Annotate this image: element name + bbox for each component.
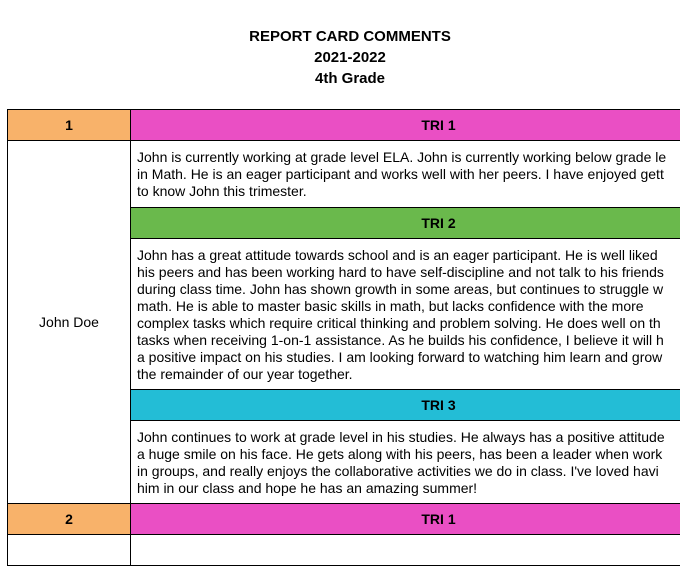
- student-name-cell: [8, 535, 131, 566]
- tri3-label: TRI 3: [131, 390, 680, 421]
- comment-line: John continues to work at grade level in his studies. He always has a positive attitude: [137, 429, 680, 446]
- student-2-comment-row: [8, 535, 680, 566]
- report-card-table: [7, 109, 680, 566]
- comment-line: tasks when receiving 1-on-1 assistance. As he builds his confidence, I believe it will h: [137, 332, 680, 349]
- tri1-comment[interactable]: [131, 141, 680, 208]
- comment-line: John is currently working at grade level ELA. John is currently working below grade le: [137, 149, 680, 166]
- comment-line: in groups, and really enjoys the collaborative activities we do in class. I've loved havi: [137, 463, 680, 480]
- comment-line: to know John this trimester.: [137, 183, 680, 200]
- student-number: 1: [8, 110, 131, 141]
- comment-line: a positive impact on his studies. I am looking forward to watching him learn and grow: [137, 349, 680, 366]
- tri1-label: TRI 1: [131, 504, 680, 535]
- tri3-comment[interactable]: [131, 421, 680, 504]
- comment-line: the remainder of our year together.: [137, 366, 680, 383]
- comment-line: him in our class and hope he has an amazing summer!: [137, 480, 680, 497]
- tri1-label: TRI 1: [131, 110, 680, 141]
- report-header: [0, 26, 680, 89]
- student-1-tri1-header-row: [8, 110, 680, 141]
- tri2-comment[interactable]: [131, 239, 680, 390]
- student-1-tri1-comment-row: [8, 141, 680, 208]
- comment-line: John has a great attitude towards school and is an eager participant. He is well liked: [137, 247, 680, 264]
- school-year: 2021-2022: [0, 47, 680, 68]
- tri2-label: TRI 2: [131, 208, 680, 239]
- student-2-tri1-header-row: [8, 504, 680, 535]
- report-title: REPORT CARD COMMENTS: [0, 26, 680, 47]
- comment-line: math. He is able to master basic skills in math, but lacks confidence with the more: [137, 298, 680, 315]
- student-name: John Doe: [8, 141, 131, 504]
- comment-line: in Math. He is an eager participant and works well with her peers. I have enjoyed gett: [137, 166, 680, 183]
- tri1-comment[interactable]: [131, 535, 680, 566]
- grade-level: 4th Grade: [0, 68, 680, 89]
- comment-line: a huge smile on his face. He gets along with his peers, has been a leader when work: [137, 446, 680, 463]
- comment-line: complex tasks which require critical thinking and problem solving. He does well on th: [137, 315, 680, 332]
- comment-line: his peers and has been working hard to have self-discipline and not talk to his friends: [137, 264, 680, 281]
- comment-line: during class time. John has shown growth in some areas, but continues to struggle w: [137, 281, 680, 298]
- student-number: 2: [8, 504, 131, 535]
